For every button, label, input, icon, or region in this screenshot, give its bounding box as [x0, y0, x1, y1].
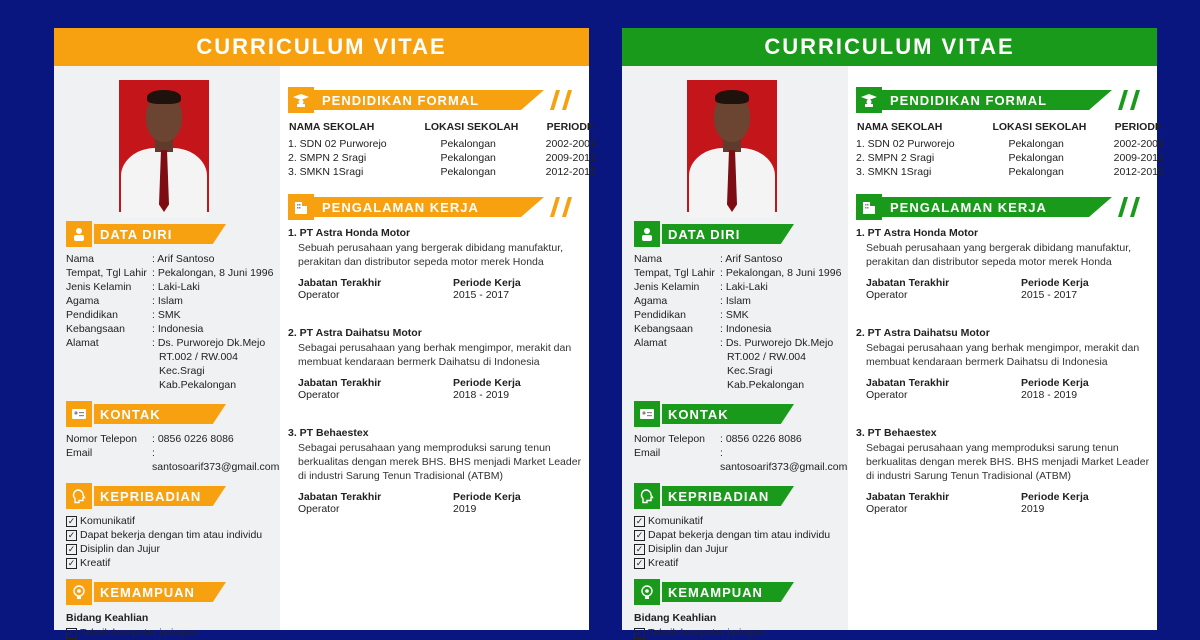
table-row: 3. SMKN 1Sragi Pekalongan 2012-2015 — [288, 166, 596, 178]
field-value: : Islam — [720, 295, 751, 307]
field-value: : Pekalongan, 8 Juni 1996 — [720, 267, 842, 279]
list-item: ✓ Dapat bekerja dengan tim atau individu — [67, 529, 263, 541]
periode-label: Periode Kerja — [1021, 491, 1089, 503]
periode-label: Periode Kerja — [453, 277, 521, 289]
jabatan-value: Operator — [866, 289, 908, 301]
field-label: Alamat — [634, 337, 667, 349]
job-entry — [856, 327, 1176, 419]
field-label: Tempat, Tgl Lahir — [66, 267, 147, 279]
section-title: KEMAMPUAN — [668, 584, 763, 600]
jabatan-label: Jabatan Terakhir — [298, 277, 382, 289]
list-item: ✓ Komunikatif — [635, 515, 703, 527]
company-name: 2. PT Astra Daihatsu Motor — [856, 327, 990, 339]
field-label: Nomor Telepon — [634, 433, 706, 445]
field-value: : Ds. Purworejo Dk.Mejo — [152, 337, 266, 349]
field-value: : Arif Santoso — [152, 253, 215, 265]
checkbox-icon: ✓ — [635, 529, 644, 540]
table-row: 2. SMPN 2 Sragi Pekalongan 2009-2012 — [288, 152, 596, 164]
table-row: 1. SDN 02 Purworejo Pekalongan 2002-2009 — [288, 138, 596, 150]
section-kemampuan — [634, 580, 848, 604]
checkbox-icon: ✓ — [635, 543, 644, 554]
column-header: NAMA SEKOLAH — [289, 121, 375, 133]
section-data-diri — [634, 222, 848, 246]
section-pendidikan — [856, 88, 1176, 112]
job-description: Sebagai perusahaan yang berhak mengimpor, merakit dan membuat kendaraan bermerk Daihatsu di Indonesia — [298, 342, 572, 368]
section-title: DATA DIRI — [668, 226, 741, 242]
section-pengalaman — [288, 195, 608, 219]
section-title: PENGALAMAN KERJA — [322, 199, 479, 215]
data-diri-list — [66, 252, 280, 392]
periode-value: 2015 - 2017 — [1021, 289, 1078, 301]
field-value: RT.002 / RW.004 — [159, 351, 238, 363]
list-item: ✓ Komunikatif — [67, 515, 135, 527]
kontak-list — [634, 432, 848, 474]
section-title: KEPRIBADIAN — [668, 488, 770, 504]
education-table — [856, 120, 1176, 179]
section-kepribadian — [66, 484, 280, 508]
building-icon — [288, 194, 314, 220]
periode-label: Periode Kerja — [1021, 377, 1089, 389]
profile-photo — [687, 80, 777, 212]
field-value: : Islam — [152, 295, 183, 307]
company-name: 3. PT Behaestex — [856, 427, 937, 439]
jabatan-label: Jabatan Terakhir — [298, 377, 382, 389]
jabatan-label: Jabatan Terakhir — [866, 377, 950, 389]
column-header: NAMA SEKOLAH — [857, 121, 943, 133]
field-value: : SMK — [152, 309, 181, 321]
field-label: Email — [66, 447, 93, 459]
graduate-icon — [856, 87, 882, 113]
column-header: LOKASI SEKOLAH — [424, 121, 519, 133]
field-value: RT.002 / RW.004 — [727, 351, 806, 363]
checkbox-icon: ✓ — [67, 515, 76, 526]
periode-label: Periode Kerja — [453, 491, 521, 503]
field-label: Tempat, Tgl Lahir — [634, 267, 715, 279]
jabatan-value: Operator — [298, 389, 340, 401]
section-pendidikan — [288, 88, 608, 112]
field-label: Nama — [66, 253, 95, 265]
jabatan-value: Operator — [866, 389, 908, 401]
cv-body — [54, 66, 596, 639]
field-value: : Laki-Laki — [152, 281, 200, 293]
head-profile-icon — [66, 483, 92, 509]
field-label: Pendidikan — [634, 309, 686, 321]
field-value: : Pekalongan, 8 Juni 1996 — [152, 267, 274, 279]
contact-card-icon — [66, 401, 92, 427]
field-label: Kebangsaan — [66, 323, 125, 335]
field-label: Nomor Telepon — [66, 433, 138, 445]
checkbox-icon: ✓ — [67, 627, 76, 638]
job-entry — [856, 427, 1176, 515]
field-label: Email — [634, 447, 661, 459]
cv-body — [622, 66, 1164, 639]
kepribadian-list — [634, 514, 848, 570]
job-entry — [288, 327, 608, 419]
left-column — [54, 66, 280, 639]
skill-subtitle: Bidang Keahlian — [634, 612, 717, 624]
brain-gear-icon — [634, 579, 660, 605]
list-item: ✓ Disiplin dan Jujur — [635, 543, 728, 555]
field-label: Jenis Kelamin — [66, 281, 132, 293]
field-value: Kec.Sragi Kab.Pekalongan — [727, 365, 805, 391]
section-title: PENDIDIKAN FORMAL — [322, 92, 480, 108]
section-title: KONTAK — [100, 406, 161, 422]
field-value: : Indonesia — [720, 323, 772, 335]
table-row: 3. SMKN 1Sragi Pekalongan 2012-2015 — [856, 166, 1164, 178]
graduate-icon — [288, 87, 314, 113]
head-profile-icon — [634, 483, 660, 509]
job-description: Sebuah perusahaan yang bergerak dibidang manufaktur, perakitan dan distributor sepeda motor merek Honda — [866, 242, 1132, 268]
building-icon — [856, 194, 882, 220]
checkbox-icon: ✓ — [67, 543, 76, 554]
kemampuan-list — [634, 626, 848, 640]
jabatan-label: Jabatan Terakhir — [866, 277, 950, 289]
education-table — [288, 120, 608, 179]
periode-value: 2019 — [1021, 503, 1045, 515]
jabatan-value: Operator — [866, 503, 908, 515]
company-name: 1. PT Astra Honda Motor — [288, 227, 411, 239]
company-name: 2. PT Astra Daihatsu Motor — [288, 327, 422, 339]
section-kemampuan — [66, 580, 280, 604]
profile-photo — [119, 80, 209, 212]
right-column — [848, 66, 1188, 630]
column-header: PERIODE — [546, 121, 594, 133]
field-label: Alamat — [66, 337, 99, 349]
list-item: ✓ Disiplin dan Jujur — [67, 543, 160, 555]
column-header: PERIODE — [1114, 121, 1162, 133]
kontak-list — [66, 432, 280, 474]
person-icon — [66, 221, 92, 247]
field-label: Kebangsaan — [634, 323, 693, 335]
checkbox-icon: ✓ — [635, 627, 644, 638]
list-item: ✓ Teknik komputer jaringan — [67, 627, 197, 639]
field-value: : Laki-Laki — [720, 281, 768, 293]
person-icon — [634, 221, 660, 247]
column-header: LOKASI SEKOLAH — [992, 121, 1087, 133]
field-label: Agama — [634, 295, 668, 307]
list-item: ✓ Kreatif — [635, 557, 679, 569]
list-item: ✓ Teknik komputer jaringan — [635, 627, 765, 639]
data-diri-list — [634, 252, 848, 392]
job-description: Sebuah perusahaan yang bergerak dibidang manufaktur, perakitan dan distributor sepeda motor merek Honda — [298, 242, 564, 268]
checkbox-icon: ✓ — [67, 557, 76, 568]
section-kepribadian — [634, 484, 848, 508]
field-value: Kec.Sragi Kab.Pekalongan — [159, 365, 237, 391]
table-row: 1. SDN 02 Purworejo Pekalongan 2002-2009 — [856, 138, 1164, 150]
field-label: Nama — [634, 253, 663, 265]
phone-value: : 0856 0226 8086 — [720, 433, 802, 445]
brain-gear-icon — [66, 579, 92, 605]
section-data-diri — [66, 222, 280, 246]
job-entry — [856, 227, 1176, 319]
field-label: Jenis Kelamin — [634, 281, 700, 293]
section-title: DATA DIRI — [100, 226, 173, 242]
section-title: PENDIDIKAN FORMAL — [890, 92, 1048, 108]
jabatan-label: Jabatan Terakhir — [298, 491, 382, 503]
section-kontak — [66, 402, 280, 426]
field-label: Pendidikan — [66, 309, 118, 321]
kepribadian-list — [66, 514, 280, 570]
jabatan-value: Operator — [298, 503, 340, 515]
cv-header: CURRICULUM VITAE — [54, 28, 589, 66]
periode-value: 2015 - 2017 — [453, 289, 510, 301]
skill-subtitle: Bidang Keahlian — [66, 612, 149, 624]
section-title: KEPRIBADIAN — [100, 488, 202, 504]
section-title: KONTAK — [668, 406, 729, 422]
job-description: Sebagai perusahaan yang memproduksi sarung tenun berkualitas dengan merek BHS. BHS menjadi Market Leader di industri Sarung Tenun Tradisional (ATBM) — [866, 442, 1150, 482]
field-label: Agama — [66, 295, 100, 307]
list-item: ✓ Dapat bekerja dengan tim atau individu — [635, 529, 831, 541]
field-value: : SMK — [720, 309, 749, 321]
company-name: 3. PT Behaestex — [288, 427, 369, 439]
cv-card-green — [622, 28, 1164, 639]
email-value: : santosoarif373@gmail.com — [720, 447, 848, 473]
periode-value: 2018 - 2019 — [453, 389, 510, 401]
job-entry — [288, 227, 608, 319]
job-description: Sebagai perusahaan yang berhak mengimpor, merakit dan membuat kendaraan bermerk Daihatsu di Indonesia — [866, 342, 1140, 368]
email-value: : santosoarif373@gmail.com — [152, 447, 280, 473]
section-pengalaman — [856, 195, 1176, 219]
contact-card-icon — [634, 401, 660, 427]
right-column — [280, 66, 620, 630]
checkbox-icon: ✓ — [635, 557, 644, 568]
cv-card-orange — [54, 28, 596, 639]
periode-value: 2018 - 2019 — [1021, 389, 1078, 401]
field-value: : Ds. Purworejo Dk.Mejo — [720, 337, 834, 349]
left-column — [622, 66, 848, 639]
checkbox-icon: ✓ — [635, 515, 644, 526]
periode-label: Periode Kerja — [1021, 277, 1089, 289]
field-value: : Arif Santoso — [720, 253, 783, 265]
field-value: : Indonesia — [152, 323, 204, 335]
job-entry — [288, 427, 608, 515]
section-title: PENGALAMAN KERJA — [890, 199, 1047, 215]
company-name: 1. PT Astra Honda Motor — [856, 227, 979, 239]
cv-header: CURRICULUM VITAE — [622, 28, 1157, 66]
periode-label: Periode Kerja — [453, 377, 521, 389]
kemampuan-list — [66, 626, 280, 640]
jabatan-value: Operator — [298, 289, 340, 301]
section-kontak — [634, 402, 848, 426]
phone-value: : 0856 0226 8086 — [152, 433, 234, 445]
periode-value: 2019 — [453, 503, 477, 515]
job-description: Sebagai perusahaan yang memproduksi sarung tenun berkualitas dengan merek BHS. BHS menjadi Market Leader di industri Sarung Tenun Tradisional (ATBM) — [298, 442, 582, 482]
section-title: KEMAMPUAN — [100, 584, 195, 600]
jabatan-label: Jabatan Terakhir — [866, 491, 950, 503]
list-item: ✓ Kreatif — [67, 557, 111, 569]
table-row: 2. SMPN 2 Sragi Pekalongan 2009-2012 — [856, 152, 1164, 164]
checkbox-icon: ✓ — [67, 529, 76, 540]
